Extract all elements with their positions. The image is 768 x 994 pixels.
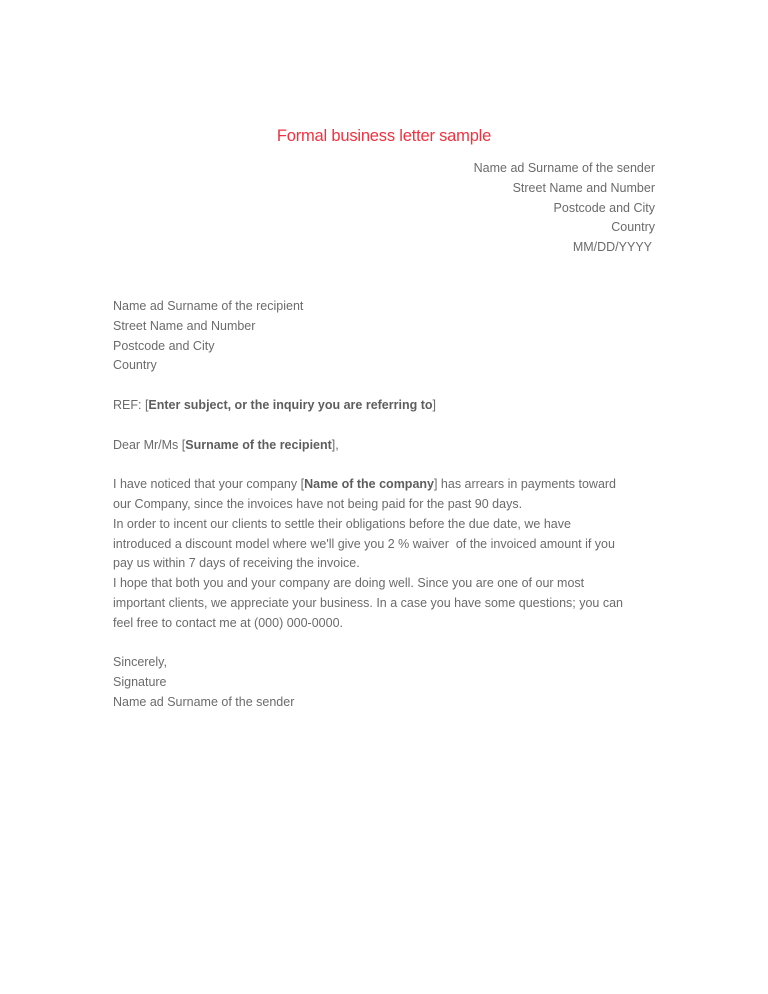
body-line-3: In order to incent our clients to settle their obligations before the due date, we have	[113, 516, 571, 531]
body-line-5: pay us within 7 days of receiving the invoice.	[113, 556, 360, 571]
valediction: Sincerely,	[113, 655, 167, 670]
letter-body	[113, 297, 658, 713]
sender-street: Street Name and Number	[512, 180, 655, 195]
company-name-placeholder: Name of the company	[304, 477, 434, 492]
body-line-6: I hope that both you and your company are doing well. Since you are one of our most	[113, 576, 585, 591]
recipient-name: Name ad Surname of the recipient	[113, 299, 304, 313]
closing-sender-name: Name ad Surname of the sender	[113, 694, 295, 709]
body-line-2: our Company, since the invoices have not being paid for the past 90 days.	[113, 496, 523, 511]
body-line-8: feel free to contact me at (000) 000-0000.	[113, 615, 343, 630]
salutation-name: Surname of the recipient	[185, 437, 332, 452]
signature: Signature	[113, 675, 167, 690]
sender-country: Country	[611, 220, 655, 235]
salutation-line	[113, 436, 658, 456]
sender-postcode-city: Postcode and City	[553, 200, 655, 215]
reference-subject: Enter subject, or the inquiry you are referring to	[148, 397, 433, 412]
letter-date: MM/DD/YYYY	[572, 240, 652, 255]
salutation-prefix: Dear Mr/Ms [	[113, 437, 186, 452]
document-title: Formal business letter sample	[276, 127, 492, 145]
sender-name: Name ad Surname of the sender	[473, 161, 655, 175]
body-line-7: important clients, we appreciate your business. In a case you have some questions; you can	[113, 595, 624, 610]
recipient-street: Street Name and Number	[113, 318, 256, 333]
salutation-suffix: ],	[331, 437, 339, 452]
body-line-1-post: ] has arrears in payments toward	[433, 477, 617, 492]
sender-address-block	[474, 159, 655, 258]
reference-suffix: ]	[432, 397, 436, 412]
body-line-1	[113, 475, 658, 495]
reference-prefix: REF: [	[113, 397, 149, 412]
body-line-1-pre: I have noticed that your company [	[113, 477, 305, 492]
body-line-4: introduced a discount model where we'll give you 2 % waiver of the invoiced amount if you	[113, 536, 615, 551]
reference-line	[113, 396, 658, 416]
recipient-postcode-city: Postcode and City	[113, 338, 215, 353]
recipient-country: Country	[113, 358, 157, 373]
